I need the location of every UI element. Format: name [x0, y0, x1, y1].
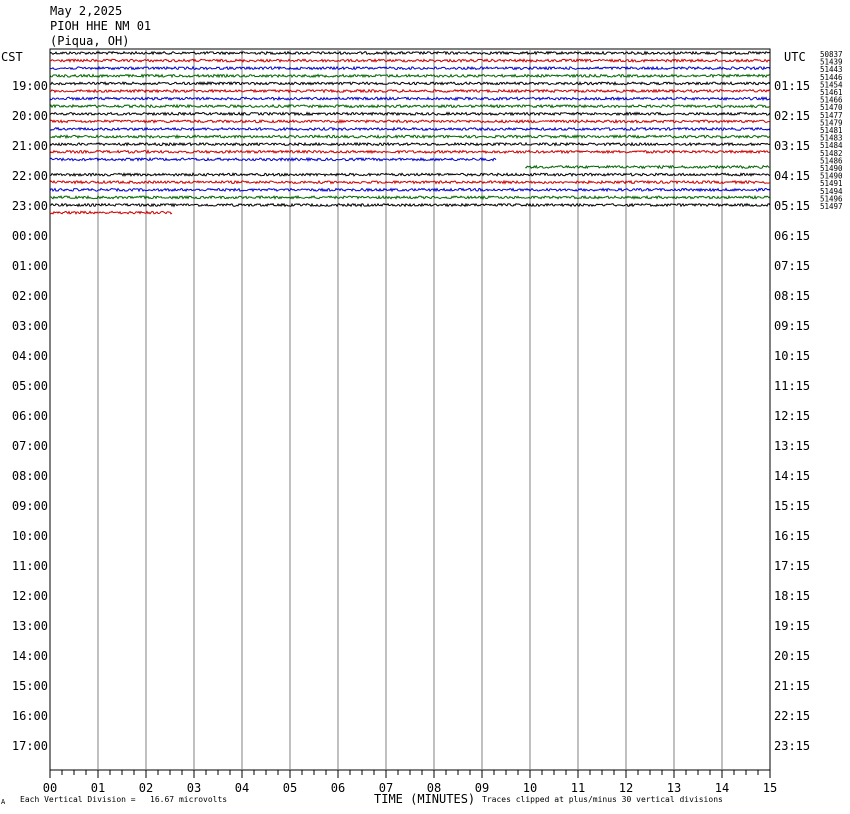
trace-id-label: 51466: [820, 95, 843, 105]
right-hour-label: 22:15: [774, 709, 811, 723]
trace-id-label: 51443: [820, 65, 843, 75]
right-hour-label: 10:15: [774, 349, 811, 363]
right-hour-label: 02:15: [774, 109, 811, 123]
seismic-trace: [50, 82, 770, 85]
right-hour-label: 17:15: [774, 559, 811, 573]
x-tick-label: 01: [90, 781, 106, 795]
trace-id-label: 51497: [820, 202, 843, 211]
trace-id-label: 51484: [820, 141, 843, 151]
x-tick-label: 08: [426, 781, 442, 795]
right-hour-label: 06:15: [774, 229, 811, 243]
seismic-trace: [50, 120, 770, 123]
corner-mark: A: [1, 798, 6, 806]
x-tick-label: 03: [186, 781, 202, 795]
seismic-trace: [50, 196, 770, 199]
seismic-trace: [50, 204, 770, 207]
right-hour-label: 05:15: [774, 199, 811, 213]
right-hour-label: 16:15: [774, 529, 811, 543]
seismic-trace: [525, 166, 769, 169]
x-tick-label: 05: [282, 781, 298, 795]
clip-note: Traces clipped at plus/minus 30 vertical divisions: [482, 795, 723, 804]
seismic-trace: [50, 181, 770, 184]
right-hour-label: 18:15: [774, 589, 811, 603]
trace-id-label: 51482: [820, 148, 843, 158]
seismic-trace: [50, 105, 770, 108]
right-hour-label: 03:15: [774, 139, 811, 153]
right-hour-label: 08:15: [774, 289, 811, 303]
left-hour-label: 06:00: [11, 409, 48, 423]
trace-id-label: 51494: [820, 186, 843, 196]
grid-layer: [50, 49, 770, 778]
left-hour-label: 07:00: [11, 439, 48, 453]
seismic-trace: [50, 189, 770, 192]
trace-id-label: 51446: [820, 72, 843, 82]
trace-id-label: 51490: [820, 164, 843, 173]
trace-layer: [50, 52, 770, 214]
left-hour-label: 04:00: [11, 349, 48, 363]
right-hour-label: 09:15: [774, 319, 811, 333]
left-hour-label: 17:00: [11, 739, 48, 753]
left-hour-label: 16:00: [11, 709, 48, 723]
right-timezone-label: UTC: [784, 50, 806, 64]
left-hour-label: 19:00: [11, 79, 48, 93]
left-hour-label: 02:00: [11, 289, 48, 303]
x-tick-label: 14: [714, 781, 730, 795]
left-hour-label: 21:00: [11, 139, 48, 153]
left-hour-label: 11:00: [11, 559, 48, 573]
seismic-trace: [50, 173, 770, 176]
left-hour-label: 15:00: [11, 679, 48, 693]
trace-id-label: 50837: [820, 50, 843, 59]
chart-station: PIOH HHE NM 01: [50, 19, 152, 33]
x-tick-label: 10: [522, 781, 538, 795]
trace-id-label: 51454: [820, 80, 843, 90]
seismic-trace: [50, 143, 770, 146]
seismic-trace: [50, 211, 172, 214]
seismic-trace: [50, 128, 770, 131]
trace-id-label: 51461: [820, 88, 843, 97]
left-hour-label: 05:00: [11, 379, 48, 393]
seismic-trace: [50, 52, 770, 55]
plot-frame: [50, 49, 770, 770]
x-tick-label: 12: [618, 781, 634, 795]
right-hour-label: 14:15: [774, 469, 811, 483]
x-tick-label: 09: [474, 781, 490, 795]
right-hour-label: 07:15: [774, 259, 811, 273]
x-tick-label: 11: [570, 781, 586, 795]
left-hour-label: 13:00: [11, 619, 48, 633]
trace-id-label: 51496: [820, 194, 843, 204]
vertical-division-note: Each Vertical Division = 16.67 microvolts: [20, 795, 228, 804]
trace-id-label: 51483: [820, 133, 843, 143]
left-hour-label: 23:00: [11, 199, 48, 213]
seismic-trace: [50, 151, 770, 154]
trace-id-label: 51481: [820, 126, 843, 135]
right-hour-label: 23:15: [774, 739, 811, 753]
seismic-trace: [50, 59, 770, 62]
right-hour-label: 01:15: [774, 79, 811, 93]
x-axis-label: TIME (MINUTES): [374, 792, 476, 806]
seismic-trace: [50, 90, 770, 93]
left-hour-label: 12:00: [11, 589, 48, 603]
trace-id-label: 51490: [820, 171, 843, 181]
seismic-trace: [50, 113, 770, 116]
left-hour-label: 00:00: [11, 229, 48, 243]
chart-location: (Piqua, OH): [50, 34, 130, 48]
seismic-trace: [50, 135, 770, 138]
seismic-trace: [50, 158, 496, 161]
left-timezone-label: CST: [1, 50, 23, 64]
trace-id-label: 51439: [820, 57, 843, 67]
chart-date: May 2,2025: [50, 4, 123, 18]
trace-id-label: 51491: [820, 179, 843, 189]
left-hour-label: 22:00: [11, 169, 48, 183]
right-hour-label: 12:15: [774, 409, 811, 423]
right-hour-label: 21:15: [774, 679, 811, 693]
right-hour-label: 11:15: [774, 379, 811, 393]
left-hour-label: 10:00: [11, 529, 48, 543]
trace-id-label: 51477: [820, 110, 843, 120]
right-hour-label: 13:15: [774, 439, 811, 453]
seismic-trace: [50, 75, 770, 78]
right-hour-label: 19:15: [774, 619, 811, 633]
x-tick-label: 04: [234, 781, 250, 795]
x-tick-label: 06: [330, 781, 346, 795]
x-tick-label: 00: [42, 781, 58, 795]
left-hour-label: 01:00: [11, 259, 48, 273]
right-hour-label: 15:15: [774, 499, 811, 513]
right-hour-label: 20:15: [774, 649, 811, 663]
left-hour-label: 08:00: [11, 469, 48, 483]
trace-id-label: 51486: [820, 156, 843, 166]
left-hour-label: 20:00: [11, 109, 48, 123]
trace-id-label: 51470: [820, 103, 843, 113]
left-hour-label: 14:00: [11, 649, 48, 663]
x-tick-label: 07: [378, 781, 394, 795]
left-hour-label: 03:00: [11, 319, 48, 333]
x-tick-label: 13: [666, 781, 682, 795]
trace-id-label: 51479: [820, 118, 843, 128]
left-hour-label: 09:00: [11, 499, 48, 513]
label-layer: [12, 50, 843, 795]
seismic-trace: [50, 97, 770, 100]
right-hour-label: 04:15: [774, 169, 811, 183]
x-tick-label: 02: [138, 781, 154, 795]
x-tick-label: 15: [762, 781, 778, 795]
seismic-trace: [50, 67, 770, 70]
